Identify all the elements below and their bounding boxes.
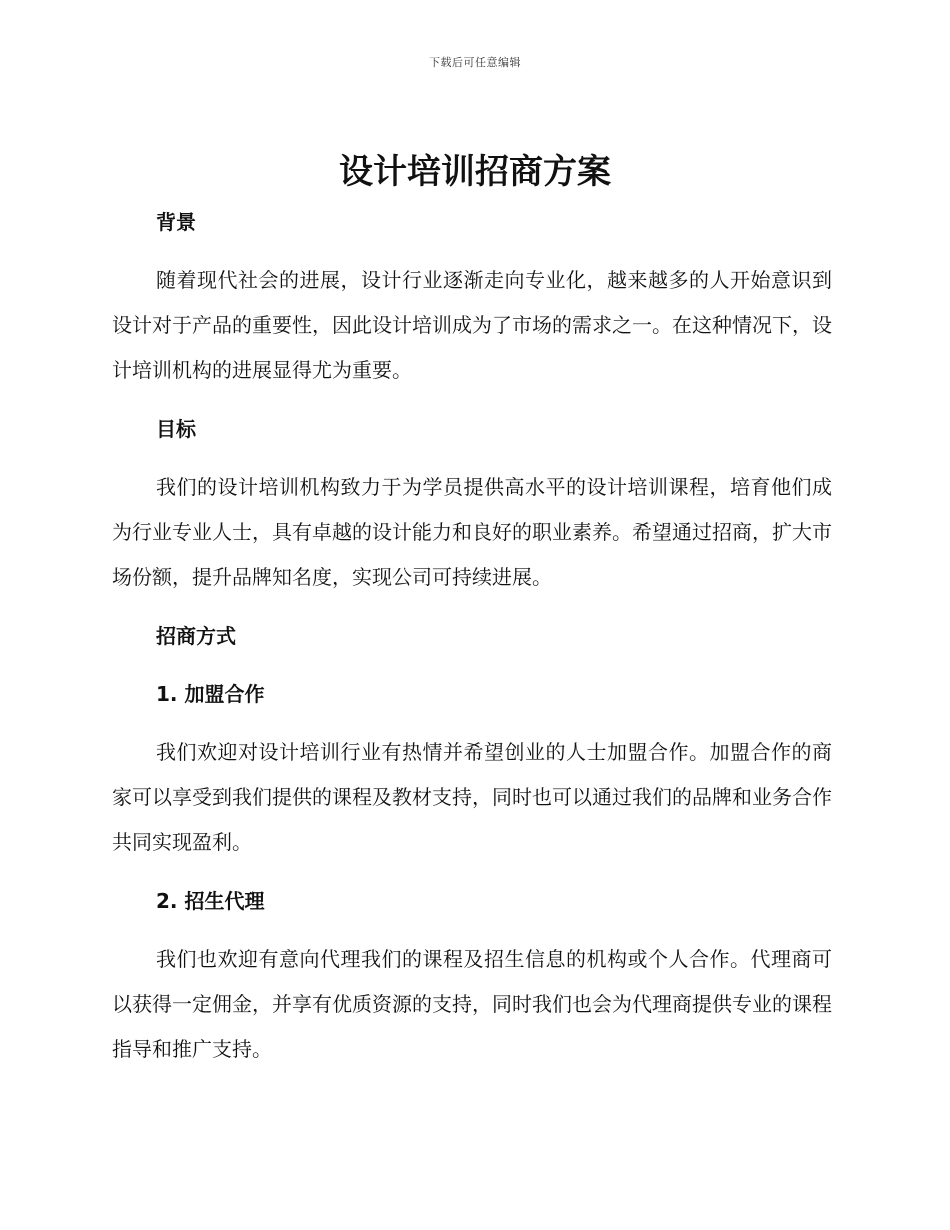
section-heading-goal: 目标 [156,417,196,441]
section-heading-background: 背景 [156,210,196,234]
section-text-background: 随着现代社会的进展，设计行业逐渐走向专业化，越来越多的人开始意识到设计对于产品的重要性，因此设计培训成为了市场的需求之一。在这种情况下，设计培训机构的进展显得尤为重要。 [112,268,832,382]
section-heading-methods: 招商方式 [156,624,236,648]
subsection-text-franchise: 我们欢迎对设计培训行业有热情并希望创业的人士加盟合作。加盟合作的商家可以享受到我们提供的课程及教材支持，同时也可以通过我们的品牌和业务合作共同实现盈利。 [112,740,832,854]
subsection-text-agency: 我们也欢迎有意向代理我们的课程及招生信息的机构或个人合作。代理商可以获得一定佣金，并享有优质资源的支持，同时我们也会为代理商提供专业的课程指导和推广支持。 [112,947,832,1061]
document-body [112,200,832,1072]
document-title: 设计培训招商方案 [339,152,611,192]
subsection-heading-agency: 2. 招生代理 [156,889,265,913]
subsection-heading-franchise: 1. 加盟合作 [156,682,265,706]
header-note: 下载后可任意编辑 [429,56,521,69]
section-text-goal: 我们的设计培训机构致力于为学员提供高水平的设计培训课程，培育他们成为行业专业人士，具有卓越的设计能力和良好的职业素养。希望通过招商，扩大市场份额，提升品牌知名度，实现公司可持续进展。 [112,475,832,589]
